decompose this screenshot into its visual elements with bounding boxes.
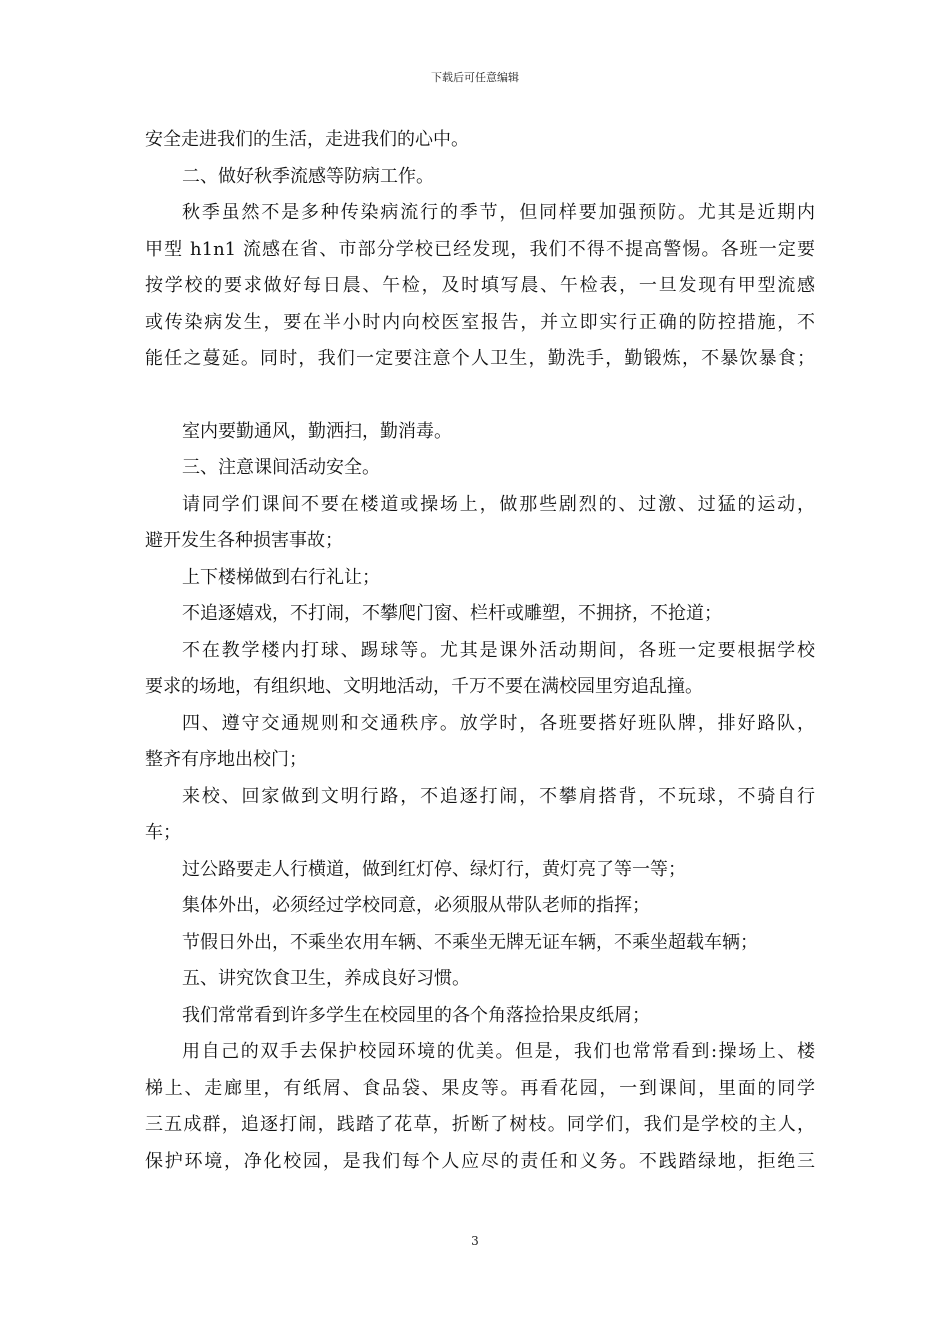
text-line: 我们常常看到许多学生在校园里的各个角落捡拾果皮纸屑； [182,1004,650,1026]
section-heading: 四、遵守交通规则和交通秩序。放学时，各班要搭好班队牌，排好路队， [182,712,815,734]
page-number: 3 [471,1234,479,1248]
text-line: 保护环境，净化校园，是我们每个人应尽的责任和义务。不践踏绿地，拒绝三 [145,1150,815,1172]
text-line: 要求的场地，有组织地、文明地活动，千万不要在满校园里穷追乱撞。 [145,676,703,697]
page-header: 下载后可任意编辑 [431,71,519,84]
text-line: 来校、回家做到文明行路，不追逐打闹，不攀肩搭背，不玩球，不骑自行 [182,785,815,807]
text-line: 三五成群，追逐打闹，践踏了花草，折断了树枝。同学们，我们是学校的主人， [145,1114,815,1135]
text-line: 室内要勤通风，勤洒扫，勤消毒。 [182,420,452,442]
text-line: 集体外出，必须经过学校同意，必须服从带队老师的指挥； [182,895,650,916]
section-heading: 五、讲究饮食卫生，养成良好习惯。 [182,968,470,989]
section-heading: 三、注意课间活动安全。 [182,457,380,478]
text-line: 甲型 h1n1 流感在省、市部分学校已经发现，我们不得不提高警惕。各班一定要 [145,238,815,260]
text-line: 请同学们课间不要在楼道或操场上，做那些剧烈的、过激、过猛的运动， [182,493,815,515]
text-line: 按学校的要求做好每日晨、午检，及时填写晨、午检表，一旦发现有甲型流感 [145,275,815,296]
text-line: 不追逐嬉戏，不打闹，不攀爬门窗、栏杆或雕塑，不拥挤，不抢道； [182,603,722,624]
text-line: 秋季虽然不是多种传染病流行的季节，但同样要加强预防。尤其是近期内 [182,202,815,223]
document-body [145,122,815,1180]
text-line: 安全走进我们的生活，走进我们的心中。 [145,129,469,150]
section-heading: 二、做好秋季流感等防病工作。 [182,165,434,187]
text-line: 梯上、走廊里，有纸屑、食品袋、果皮等。再看花园，一到课间，里面的同学 [145,1077,815,1099]
text-line: 或传染病发生，要在半小时内向校医室报告，并立即实行正确的防控措施，不 [145,311,815,333]
text-line: 车； [145,822,181,843]
text-line: 不在教学楼内打球、踢球等。尤其是课外活动期间，各班一定要根据学校 [182,639,815,661]
paragraph-gap [145,378,815,414]
text-line: 用自己的双手去保护校园环境的优美。但是，我们也常常看到:操场上、楼 [182,1041,815,1062]
text-line: 整齐有序地出校门； [145,749,307,770]
text-line: 上下楼梯做到右行礼让； [182,566,380,588]
text-line: 节假日外出，不乘坐农用车辆、不乘坐无牌无证车辆，不乘坐超载车辆； [182,931,758,953]
text-line: 能任之蔓延。同时，我们一定要注意个人卫生，勤洗手，勤锻炼，不暴饮暴食； [145,348,815,369]
text-line: 避开发生各种损害事故； [145,530,343,551]
text-line: 过公路要走人行横道，做到红灯停、绿灯行，黄灯亮了等一等； [182,858,686,880]
